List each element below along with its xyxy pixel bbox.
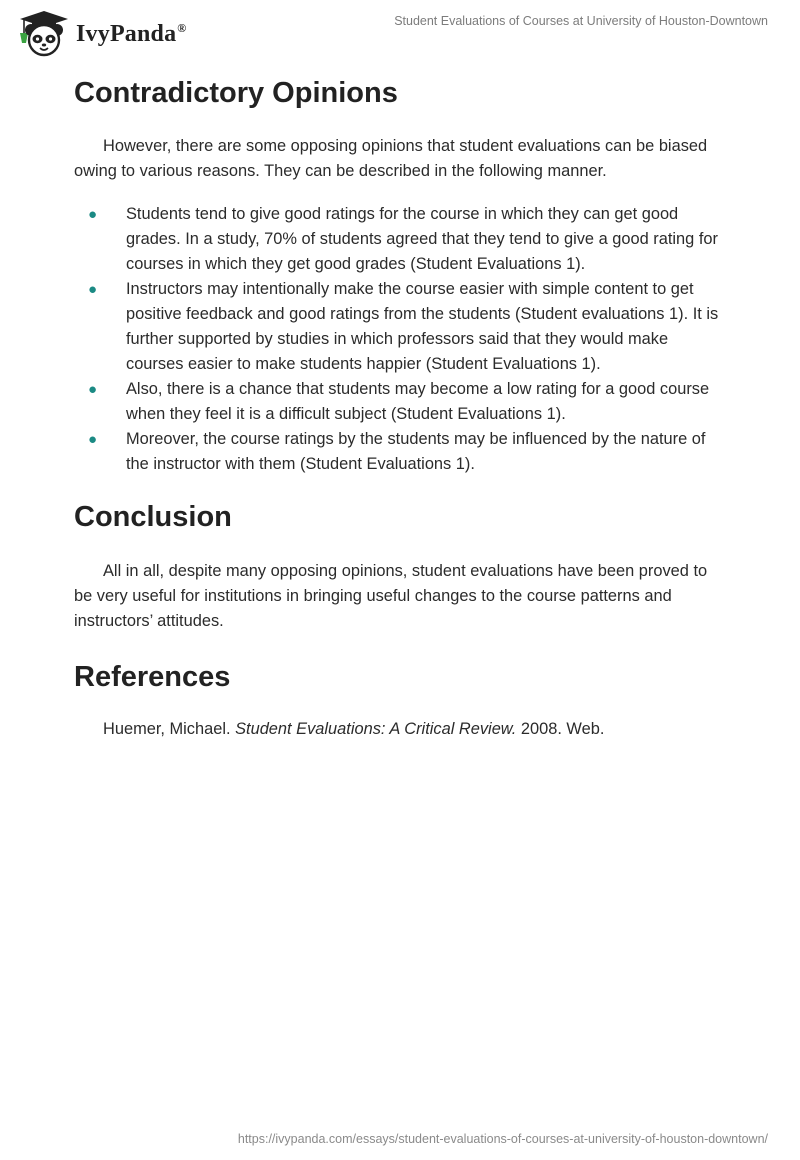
reference-title: Student Evaluations: A Critical Review.: [235, 720, 517, 738]
reference-details: 2008. Web.: [516, 720, 605, 738]
bullet-icon: ●: [88, 206, 98, 223]
list-item: ● Also, there is a chance that students may become a low rating for a good course when they feel it is a difficult subject (Student Evaluations 1).: [74, 377, 724, 427]
brand-name: IvyPanda®: [76, 20, 187, 47]
bullet-icon: ●: [88, 381, 98, 398]
document-title: Student Evaluations of Courses at University of Houston-Downtown: [394, 14, 768, 28]
list-item: ● Moreover, the course ratings by the students may be influenced by the nature of the instructor with them (Student Evaluations 1).: [74, 427, 724, 477]
ivypanda-logo[interactable]: [16, 9, 186, 57]
essay-content: [74, 70, 724, 742]
heading-conclusion: Conclusion: [74, 501, 232, 533]
contradictory-bullet-list: [74, 202, 724, 477]
bullet-icon: ●: [88, 431, 98, 448]
panda-graduate-icon: [16, 9, 72, 57]
heading-contradictory-opinions: Contradictory Opinions: [74, 77, 398, 109]
reference-entry: [74, 717, 724, 742]
conclusion-paragraph: All in all, despite many opposing opinions, student evaluations have been proved to be very useful for institutions in bringing useful changes to the course patterns and instructors’ attitudes.: [74, 562, 708, 630]
list-item: ● Instructors may intentionally make the course easier with simple content to get positive feedback and good ratings from the students (Student evaluations 1). It is further supported by studies in which professors said that they would make courses easier to make students happier (Student Evaluations 1).: [74, 277, 724, 377]
heading-references: References: [74, 661, 231, 693]
footer-source-url[interactable]: https://ivypanda.com/essays/student-evaluations-of-courses-at-university-of-houston-downtown/: [237, 1132, 768, 1146]
page-header: [0, 0, 800, 64]
bullet-icon: ●: [88, 281, 98, 298]
reference-author: Huemer, Michael.: [103, 720, 236, 738]
list-item: ● Students tend to give good ratings for the course in which they can get good grades. In a study, 70% of students agreed that they tend to give a good rating for courses in which they get good grades (Student Evaluations 1).: [74, 202, 724, 277]
contradictory-intro-paragraph: However, there are some opposing opinions that student evaluations can be biased owing to various reasons. They can be described in the following manner.: [74, 137, 708, 180]
